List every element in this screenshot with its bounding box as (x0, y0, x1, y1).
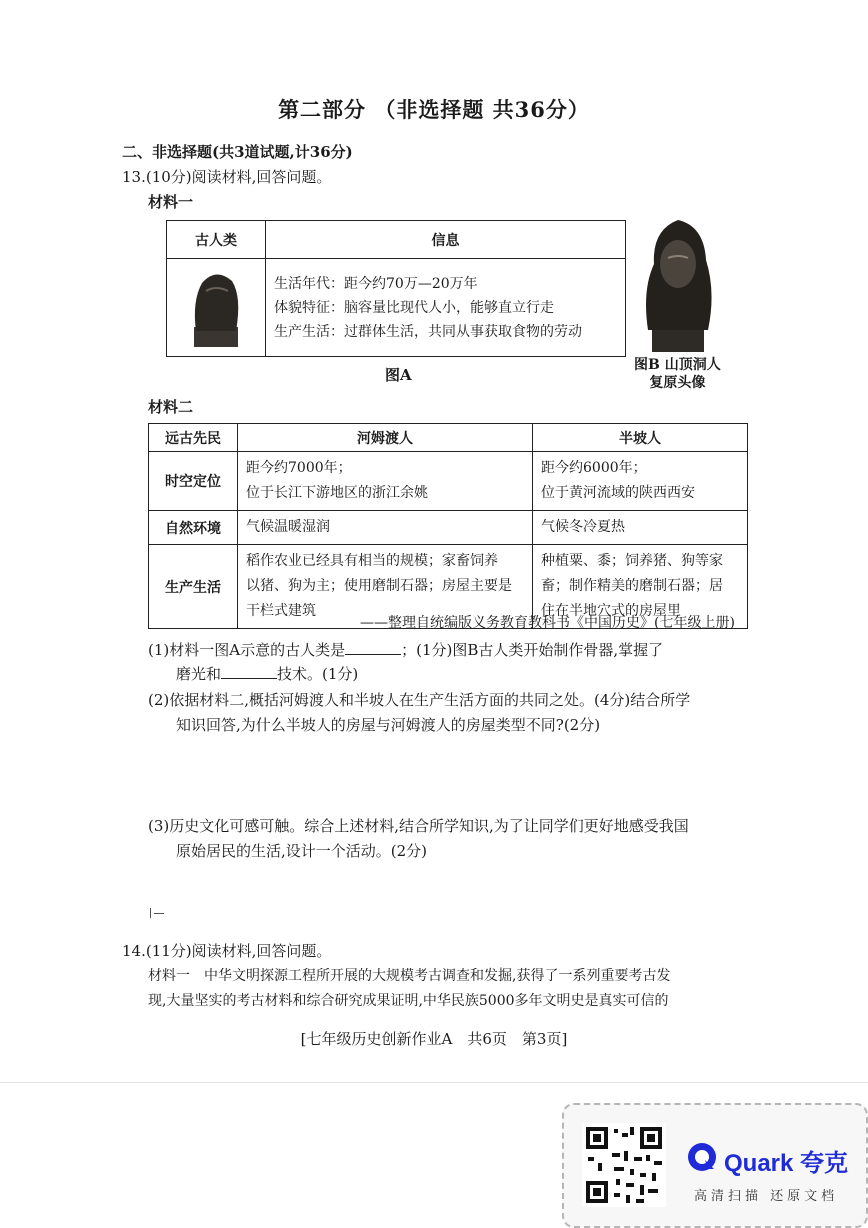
sub1-text: 技术。(1分) (277, 665, 359, 683)
page-title: 第二部分 （非选择题 共36分） (278, 97, 590, 122)
cell-line: 干栏式建筑 (246, 603, 316, 619)
material-1-table (166, 220, 626, 357)
table2-header: 河姆渡人 (238, 424, 533, 452)
row-label: 时空定位 (149, 452, 238, 511)
info-line: 生产生活：过群体生活，共同从事获取食物的劳动 (274, 323, 582, 340)
answer-blank[interactable] (221, 662, 277, 679)
figure-a-info (266, 259, 626, 357)
sub-question-1 (148, 638, 663, 661)
cell-line: 距今约6000年； (541, 460, 647, 476)
question-13-stem: 13.(10分)阅读材料,回答问题。 (122, 168, 332, 186)
sub1-text: ；(1分)图B古人类开始制作骨器,掌握了 (401, 641, 664, 659)
q14-material-line: 现,大量坚实的考古材料和综合研究成果证明,中华民族5000多年文明史是真实可信的 (148, 993, 669, 1009)
row-label: 生产生活 (149, 545, 238, 629)
quark-watermark (562, 1103, 868, 1228)
divider (0, 1082, 868, 1083)
cell-line: 稻作农业已经具有相当的规模；家畜饲养 (246, 553, 498, 569)
sub1-text: 磨光和 (176, 665, 222, 683)
page-footer: [七年级历史创新作业A 共6页 第3页] (300, 1030, 568, 1048)
row-label: 自然环境 (149, 511, 238, 545)
material-source: ——整理自统编版义务教育教科书《中国历史》(七年级上册) (360, 615, 735, 631)
sub-question-3: (3)历史文化可感可触。综合上述材料,结合所学知识,为了让同学们更好地感受我国 (148, 817, 689, 835)
table1-header-info: 信息 (266, 221, 626, 259)
cell-line: 住在半地穴式的房屋里 (541, 603, 681, 619)
cell-line: 种植粟、黍；饲养猪、狗等家 (541, 553, 723, 569)
info-line: 生活年代：距今约70万—20万年 (274, 275, 478, 292)
figure-a-cell (167, 259, 266, 357)
answer-blank[interactable] (345, 638, 401, 655)
cell-line: 位于黄河流域的陕西西安 (541, 485, 695, 501)
scan-mark (154, 913, 164, 914)
material-1-label: 材料一 (148, 193, 194, 211)
info-line: 体貌特征：脑容量比现代人小，能够直立行走 (274, 299, 554, 316)
cell-line: 距今约7000年； (246, 460, 352, 476)
q14-material-line: 材料一 中华文明探源工程所开展的大规模考古调查和发掘,获得了一系列重要考古发 (148, 968, 671, 984)
cell-line: 以猪、狗为主；使用磨制石器；房屋主要是 (246, 578, 512, 594)
sub-question-3-cont: 原始居民的生活,设计一个活动。(2分) (176, 842, 428, 860)
upper-cave-man-bust-image (640, 212, 716, 354)
figure-b-caption (634, 356, 721, 392)
hemudu-cell (238, 452, 533, 511)
cell-line: 位于长江下游地区的浙江余姚 (246, 485, 428, 501)
material-2-table (148, 423, 748, 629)
table2-header: 半坡人 (533, 424, 748, 452)
sub-question-1-cont (176, 662, 358, 685)
material-2-label: 材料二 (148, 398, 194, 416)
banpo-cell: 气候冬冷夏热 (533, 511, 748, 545)
qr-code-icon (582, 1123, 666, 1207)
sub-question-2: (2)依据材料二,概括河姆渡人和半坡人在生产生活方面的共同之处。(4分)结合所学 (148, 691, 691, 709)
quark-tagline: 高清扫描 还原文档 (694, 1189, 839, 1204)
sub-question-2-cont: 知识回答,为什么半坡人的房屋与河姆渡人的房屋类型不同?(2分) (176, 716, 601, 734)
hemudu-cell: 气候温暖湿润 (238, 511, 533, 545)
banpo-cell (533, 452, 748, 511)
figure-a-caption: 图A (385, 366, 412, 384)
section-heading: 二、非选择题(共3道试题,计36分) (122, 143, 353, 161)
quark-logo-icon (686, 1141, 718, 1173)
table1-header-ancient-human: 古人类 (167, 221, 266, 259)
table2-header: 远古先民 (149, 424, 238, 452)
quark-brand-text: Quark 夸克 (724, 1150, 849, 1177)
scan-mark (150, 908, 151, 918)
cell-line: 畜；制作精美的磨制石器；居 (541, 578, 723, 594)
sub1-text: (1)材料一图A示意的古人类是 (148, 641, 346, 659)
figure-b-caption-line: 复原头像 (649, 375, 706, 391)
question-14-stem: 14.(11分)阅读材料,回答问题。 (122, 942, 332, 960)
peking-man-bust-image (176, 261, 256, 351)
figure-b-caption-line: 图B 山顶洞人 (634, 357, 721, 373)
